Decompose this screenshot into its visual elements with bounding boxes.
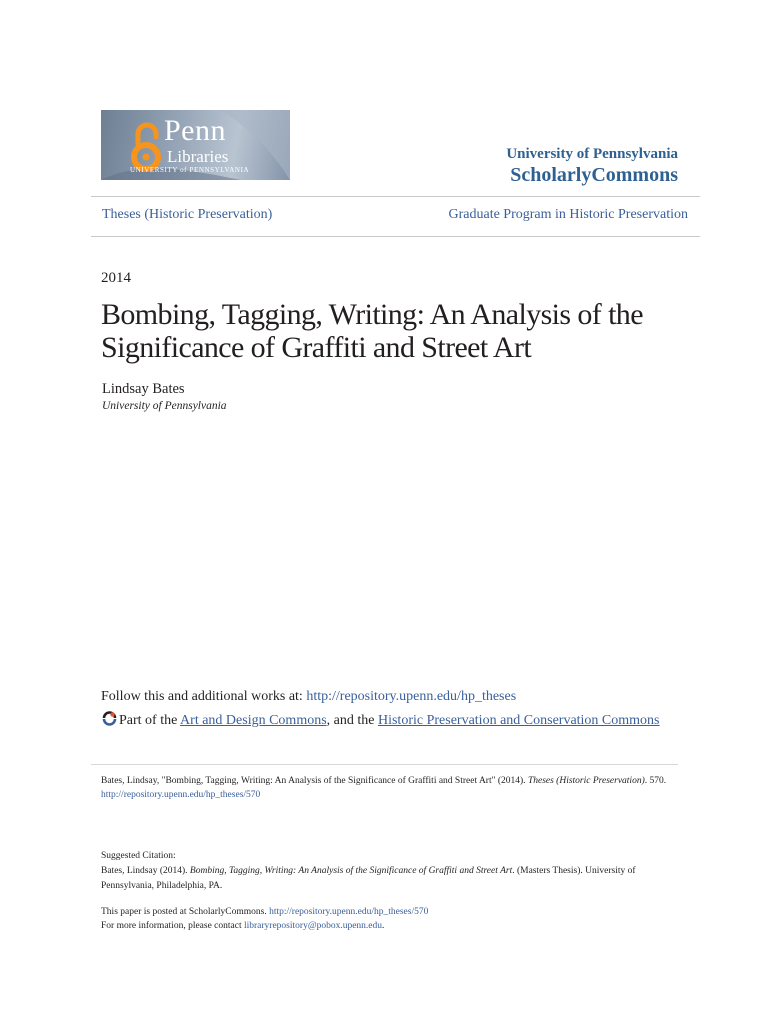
logo-university-text: UNIVERSITY of PENNSYLVANIA: [130, 166, 250, 174]
part-of-line: [101, 710, 661, 733]
recommended-citation: [101, 774, 681, 802]
header-divider-bottom: [91, 236, 700, 237]
citation-text: Bates, Lindsay, "Bombing, Tagging, Writing: An Analysis of the Significance of Graffiti and Street Art" (2014).: [101, 776, 528, 786]
logo-penn-text: Penn: [164, 114, 226, 147]
citation-url-link[interactable]: http://repository.upenn.edu/hp_theses/570: [101, 790, 261, 800]
posted-url-link[interactable]: http://repository.upenn.edu/hp_theses/570: [269, 907, 429, 917]
contact-line: [101, 919, 681, 933]
footer-info: [101, 905, 681, 933]
posted-label: This paper is posted at ScholarlyCommons.: [101, 907, 270, 917]
posted-line: [101, 905, 681, 919]
suggested-suffix: . (Masters Thesis). University of Pennsylvania, Philadelphia, PA.: [101, 866, 636, 891]
penn-libraries-logo: [101, 110, 290, 180]
follow-line: [101, 689, 516, 705]
brand-university[interactable]: University of Pennsylvania: [506, 146, 678, 162]
header-divider-top: [91, 196, 700, 197]
historic-preservation-commons-link[interactable]: Historic Preservation and Conservation Commons: [377, 713, 660, 728]
suggested-prefix: Bates, Lindsay (2014).: [101, 866, 190, 876]
follow-label: Follow this and additional works at:: [101, 689, 307, 704]
logo-libraries-text: Libraries: [167, 147, 229, 166]
contact-email-link[interactable]: libraryrepository@pobox.upenn.edu: [243, 921, 383, 931]
suggested-citation: [101, 849, 681, 894]
contact-label: For more information, please contact: [101, 921, 244, 931]
program-link[interactable]: Graduate Program in Historic Preservation: [448, 207, 688, 222]
contact-end: .: [382, 921, 385, 931]
author-affiliation: University of Pennsylvania: [102, 400, 227, 412]
citation-series: Theses (Historic Preservation): [527, 776, 645, 786]
author-name: Lindsay Bates: [102, 381, 185, 397]
suggested-heading: Suggested Citation:: [101, 851, 176, 861]
commons-network-icon: [101, 710, 118, 733]
part-of-middle: , and the: [326, 713, 378, 728]
part-of-prefix: Part of the: [119, 713, 181, 728]
citation-number: . 570.: [644, 776, 667, 786]
brand-repository[interactable]: ScholarlyCommons: [510, 164, 678, 186]
art-design-commons-link[interactable]: Art and Design Commons: [180, 713, 327, 728]
collection-link[interactable]: Theses (Historic Preservation): [102, 207, 273, 222]
citation-divider: [91, 764, 678, 765]
follow-url-link[interactable]: http://repository.upenn.edu/hp_theses: [306, 689, 517, 704]
suggested-title: Bombing, Tagging, Writing: An Analysis of the Significance of Graffiti and Street Art: [189, 866, 513, 876]
scholarlycommons-brand[interactable]: [506, 146, 678, 187]
publication-year: 2014: [101, 270, 131, 286]
paper-title: Bombing, Tagging, Writing: An Analysis of the Significance of Graffiti and Street Art: [101, 298, 643, 364]
